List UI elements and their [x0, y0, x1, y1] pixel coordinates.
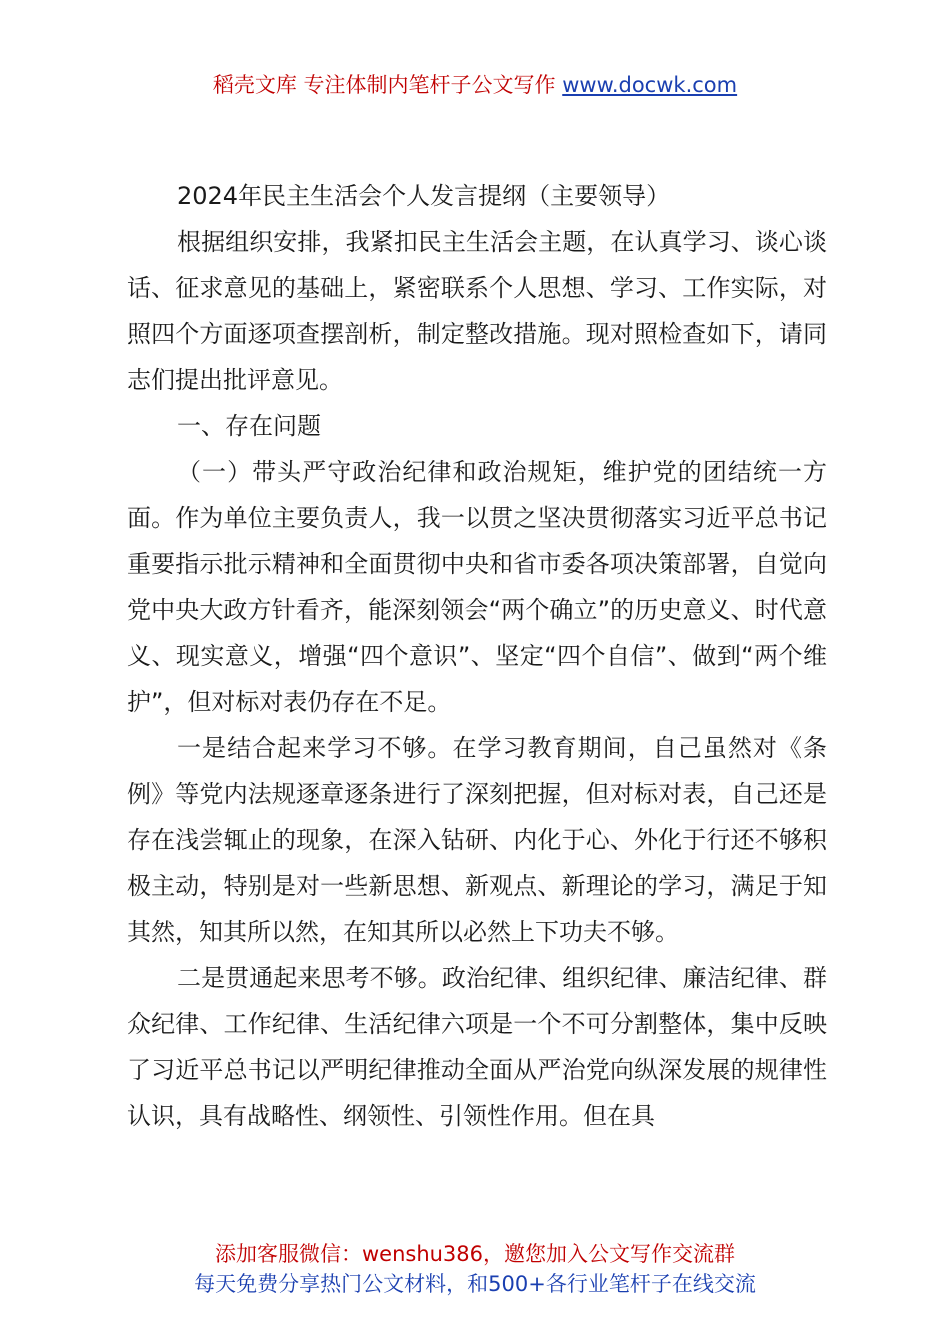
section-heading: 一、存在问题: [177, 412, 321, 440]
paragraph-point-1: 一是结合起来学习不够。在学习教育期间，自己虽然对《条例》等党内法规逐章逐条进行了深刻把握，但对标对表，自己还是存在浅尝辄止的现象，在深入钻研、内化于心、外化于行还不够积极主动，特别是对一些新思想、新观点、新理论的学习，满足于知其然，知其所以然，在知其所以必然上下功夫不够。: [127, 734, 827, 946]
header-brand: 稻壳文库 专注体制内笔杆子公文写作: [212, 73, 563, 97]
page-footer: [0, 1239, 950, 1299]
page-header: [0, 70, 950, 100]
footer-contact-line: 添加客服微信：wenshu386，邀您加入公文写作交流群: [214, 1242, 736, 1266]
header-site-link[interactable]: www.docwk.com: [562, 73, 738, 97]
document-body: [127, 173, 827, 1139]
paragraph-intro: 根据组织安排，我紧扣民主生活会主题，在认真学习、谈心谈话、征求意见的基础上，紧密联系个人思想、学习、工作实际，对照四个方面逐项查摆剖析，制定整改措施。现对照检查如下，请同志们提出批评意见。: [127, 228, 827, 394]
paragraph-subsection-1: （一）带头严守政治纪律和政治规矩，维护党的团结统一方面。作为单位主要负责人，我一以贯之坚决贯彻落实习近平总书记重要指示批示精神和全面贯彻中央和省市委各项决策部署，自觉向党中央大政方针看齐，能深刻领会“两个确立”的历史意义、时代意义、现实意义，增强“四个意识”、坚定“四个自信”、做到“两个维护”，但对标对表仍存在不足。: [127, 458, 827, 716]
document-title: 2024年民主生活会个人发言提纲（主要领导）: [177, 182, 671, 210]
paragraph-point-2: 二是贯通起来思考不够。政治纪律、组织纪律、廉洁纪律、群众纪律、工作纪律、生活纪律六项是一个不可分割整体，集中反映了习近平总书记以严明纪律推动全面从严治党向纵深发展的规律性认识，具有战略性、纲领性、引领性作用。但在具: [127, 964, 827, 1130]
footer-promo-line: 每天免费分享热门公文材料，和500+各行业笔杆子在线交流: [194, 1272, 756, 1296]
